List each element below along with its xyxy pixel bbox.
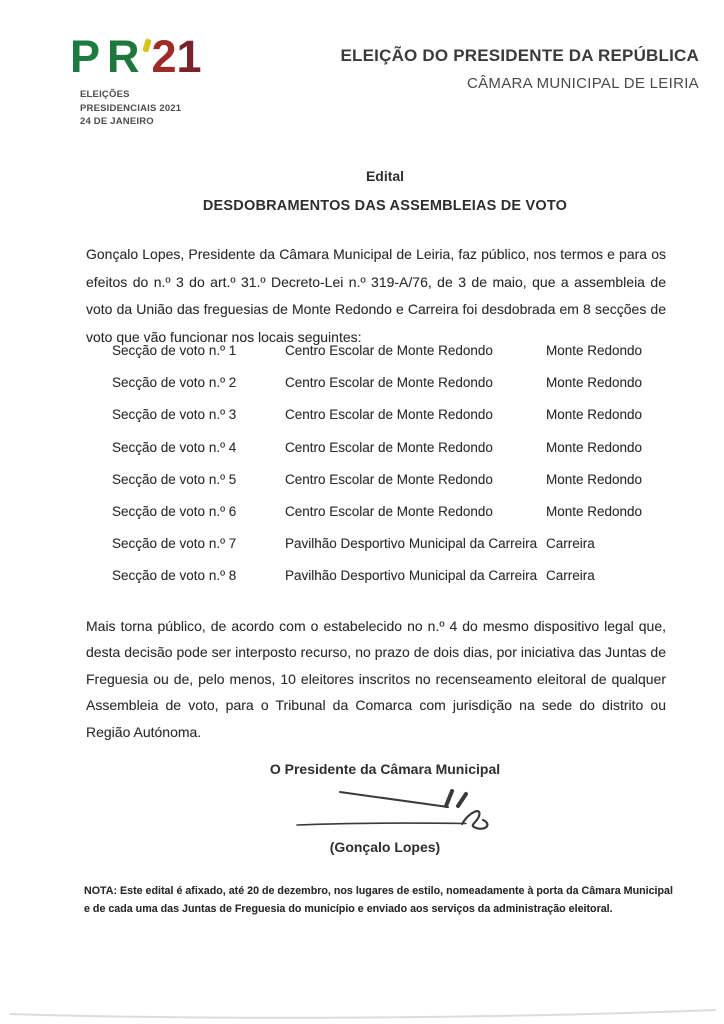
- pr21-wordmark: [70, 31, 202, 82]
- section-parish: Monte Redondo: [546, 471, 643, 487]
- section-label: Secção de voto n.º 3: [112, 407, 237, 423]
- footer-note: [84, 883, 676, 918]
- document-header: [341, 46, 699, 92]
- section-place: Centro Escolar de Monte Redondo: [285, 343, 493, 358]
- footer-note-label: NOTA:: [84, 885, 118, 897]
- edital-heading: Edital: [365, 168, 405, 184]
- footer-note-text: Este edital é afixado, até 20 de dezembro, nos lugares de estilo, nomeadamente à porta da Câmara Municipal e de cada uma das Juntas de Freguesia do município e enviado aos serviços da administração eleitoral.: [84, 885, 673, 915]
- municipality-subtitle: CÂMARA MUNICIPAL DE LEIRIA: [466, 75, 699, 92]
- appeal-paragraph: Mais torna público, de acordo com o estabelecido no n.º 4 do mesmo dispositivo legal que, desta decisão pode ser interposto recurso, no prazo de dois dias, por iniciativa das Juntas de Freguesia ou de, pelo menos, 10 eleitores inscritos no recenseamento eleitoral de qualquer Assembleia de voto, para o Tribunal da Comarca com jurisdição na sede do distrito ou Região Autónoma.: [86, 618, 666, 740]
- section-place: Pavilhão Desportivo Municipal da Carreira: [285, 568, 538, 584]
- section-parish: Monte Redondo: [546, 407, 643, 423]
- logo-digit-2: 2: [151, 31, 177, 82]
- logo-digit-1: 1: [176, 31, 202, 82]
- section-place: Pavilhão Desportivo Municipal da Carreira: [285, 536, 538, 552]
- logo-letter-p: P: [70, 31, 101, 82]
- edital-subheading: DESDOBRAMENTOS DAS ASSEMBLEIAS DE VOTO: [202, 198, 568, 214]
- voting-sections-table: [112, 343, 642, 601]
- section-label: Secção de voto n.º 6: [112, 503, 237, 519]
- signature-title: O Presidente da Câmara Municipal: [269, 761, 501, 777]
- section-label: Secção de voto n.º 7: [112, 536, 237, 552]
- section-parish: Monte Redondo: [546, 375, 643, 391]
- logo-letter-r: R: [107, 31, 140, 82]
- section-place: Centro Escolar de Monte Redondo: [285, 375, 493, 391]
- section-parish: Monte Redondo: [546, 503, 643, 519]
- logo-apostrophe-icon: [142, 38, 151, 52]
- section-place: Centro Escolar de Monte Redondo: [285, 407, 493, 423]
- section-parish: Monte Redondo: [546, 343, 643, 358]
- page-edge-shadow: [0, 1002, 724, 1024]
- section-label: Secção de voto n.º 2: [112, 375, 237, 391]
- section-parish: Monte Redondo: [546, 439, 643, 455]
- signature-scribble: [290, 785, 500, 839]
- logo-subtext-line2: PRESIDENCIAIS 2021: [80, 102, 182, 114]
- signature-name: (Gonçalo Lopes): [329, 839, 441, 855]
- section-label: Secção de voto n.º 4: [112, 439, 237, 455]
- section-place: Centro Escolar de Monte Redondo: [285, 471, 493, 487]
- section-label: Secção de voto n.º 8: [112, 568, 237, 584]
- section-place: Centro Escolar de Monte Redondo: [285, 439, 493, 455]
- section-label: Secção de voto n.º 5: [112, 471, 237, 487]
- election-title: ELEIÇÃO DO PRESIDENTE DA REPÚBLICA: [340, 46, 699, 65]
- pr21-logo: [70, 31, 202, 128]
- logo-subtext-line3: 24 DE JANEIRO: [80, 115, 154, 127]
- logo-subtext: [80, 88, 202, 128]
- logo-subtext-line1: ELEIÇÕES: [80, 89, 130, 101]
- section-place: Centro Escolar de Monte Redondo: [285, 503, 493, 519]
- section-parish: Carreira: [546, 536, 595, 552]
- intro-paragraph: Gonçalo Lopes, Presidente da Câmara Municipal de Leiria, faz público, nos termos e para os efeitos do n.º 3 do art.º 31.º Decreto-Lei n.º 319-A/76, de 3 de maio, que a assembleia de voto da União das freguesias de Monte Redondo e Carreira foi desdobrada em 8 secções de voto que vão funcionar nos locais seguintes:: [86, 246, 666, 345]
- section-parish: Carreira: [546, 568, 595, 584]
- section-label: Secção de voto n.º 1: [112, 343, 237, 358]
